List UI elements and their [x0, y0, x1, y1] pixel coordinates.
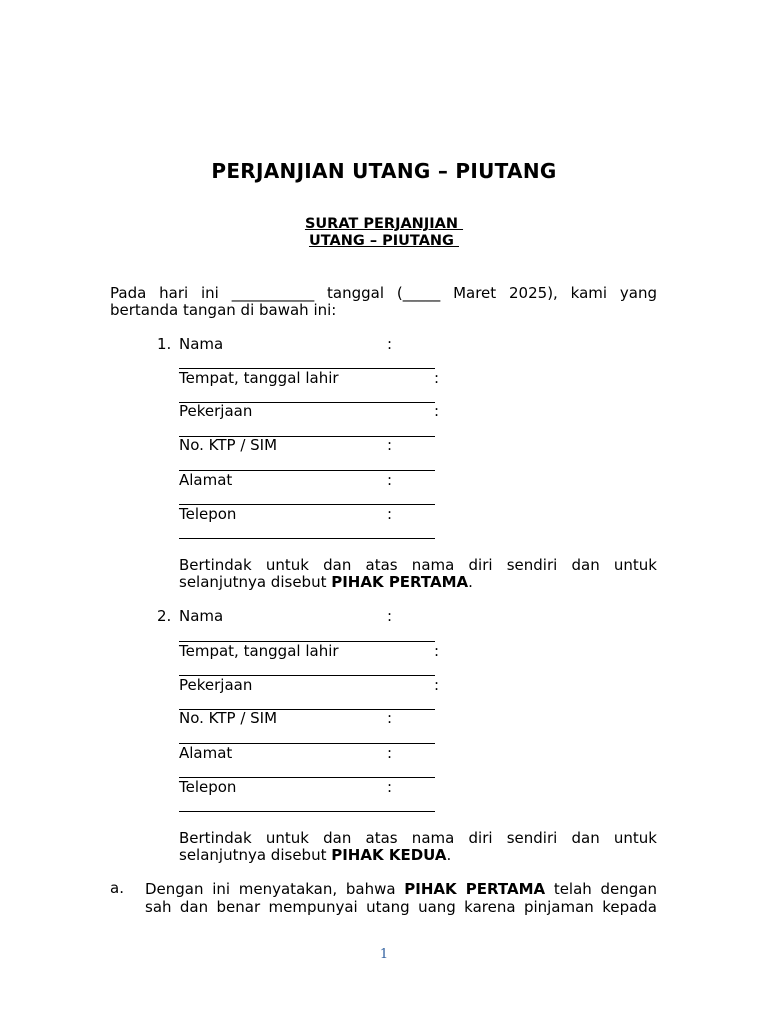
party-2-job-colon: : — [434, 676, 440, 694]
party-2-phone-blank[interactable] — [179, 811, 435, 812]
page-number: 1 — [379, 947, 389, 962]
party-1-phone-blank[interactable] — [179, 538, 435, 539]
party-2-birth-label: Tempat, tanggal lahir — [179, 642, 339, 660]
party-1-desc-line-1: Bertindak untuk dan atas nama diri sendiri dan untuk — [179, 556, 657, 574]
party-2-desc-line-1: Bertindak untuk dan atas nama diri sendiri dan untuk — [179, 829, 657, 847]
party-2-name-label: Nama — [179, 607, 224, 625]
party-1-number: 1. — [157, 335, 172, 353]
party-1-birth-colon: : — [434, 369, 440, 387]
clause-a-marker: a. — [110, 879, 124, 897]
clause-a-line-1-pre: Dengan ini menyatakan, bahwa — [145, 880, 405, 898]
party-2-number: 2. — [157, 607, 172, 625]
party-1-name-colon: : — [387, 335, 393, 353]
party-1-birth-label: Tempat, tanggal lahir — [179, 369, 339, 387]
subtitle-line-1: SURAT PERJANJIAN — [304, 216, 464, 232]
party-1-address-label: Alamat — [179, 471, 233, 489]
party-1-desc-line-2 — [179, 574, 657, 591]
document-title: PERJANJIAN UTANG – PIUTANG — [211, 159, 557, 183]
clause-a-line-2: sah dan benar mempunyai utang uang karena pinjaman kepada — [145, 898, 657, 916]
party-1-job-colon: : — [434, 402, 440, 420]
party-2-description — [179, 830, 657, 864]
party-1-desc-text: selanjutnya disebut — [179, 573, 332, 591]
party-1-phone-colon: : — [387, 505, 393, 523]
party-2-desc-text: selanjutnya disebut — [179, 846, 332, 864]
party-1-designation: PIHAK PERTAMA — [331, 573, 469, 591]
party-2-birth-colon: : — [434, 642, 440, 660]
subtitle-line-2: UTANG – PIUTANG — [308, 233, 459, 249]
clause-a-line-1 — [145, 880, 657, 898]
intro-line-1: Pada hari ini ___________ tanggal (_____ Maret 2025), kami yang — [110, 284, 657, 302]
party-2-phone-colon: : — [387, 778, 393, 796]
party-2-phone-label: Telepon — [179, 778, 237, 796]
party-1-job-label: Pekerjaan — [179, 402, 253, 420]
party-2-job-label: Pekerjaan — [179, 676, 253, 694]
party-2-ktp-label: No. KTP / SIM — [179, 709, 278, 727]
party-2-address-label: Alamat — [179, 744, 233, 762]
party-2-address-colon: : — [387, 744, 393, 762]
party-1-ktp-colon: : — [387, 436, 393, 454]
intro-line-2: bertanda tangan di bawah ini: — [110, 301, 337, 319]
clause-a-line-1-post: telah dengan — [545, 880, 657, 898]
party-2-desc-period: . — [446, 846, 452, 864]
intro-paragraph — [110, 285, 657, 319]
party-1-desc-period: . — [468, 573, 473, 591]
party-2-designation: PIHAK KEDUA — [331, 846, 447, 864]
party-1-description — [179, 557, 657, 591]
party-2-ktp-colon: : — [387, 709, 393, 727]
party-1-name-label: Nama — [179, 335, 224, 353]
party-1-phone-label: Telepon — [179, 505, 237, 523]
party-2-name-colon: : — [387, 607, 393, 625]
party-1-address-colon: : — [387, 471, 393, 489]
party-2-desc-line-2 — [179, 847, 657, 864]
clause-a-text — [145, 880, 657, 916]
clause-a-party-name: PIHAK PERTAMA — [404, 880, 546, 898]
party-1-ktp-label: No. KTP / SIM — [179, 436, 278, 454]
